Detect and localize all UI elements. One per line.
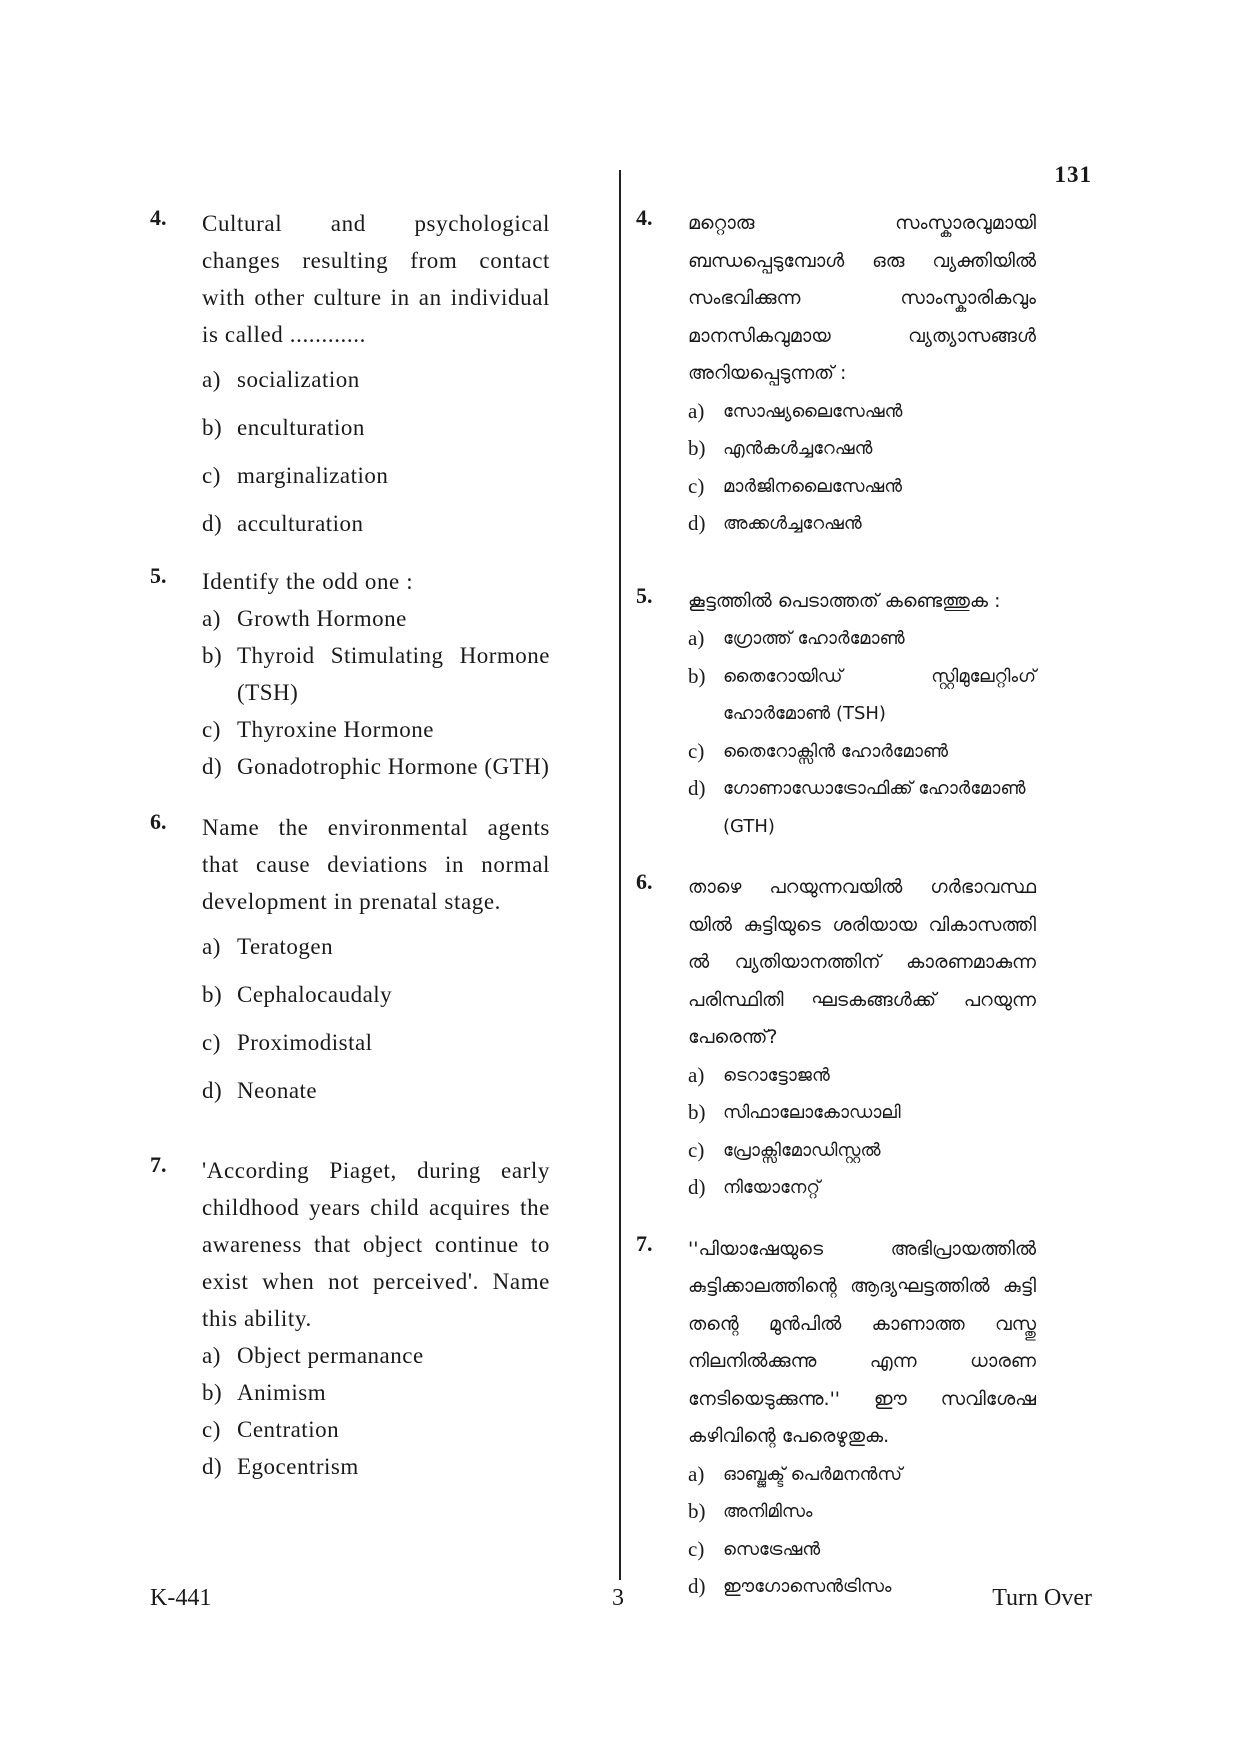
option-a (688, 393, 1036, 431)
option-c (688, 468, 1036, 506)
option-text: Gonadotrophic Hormone (GTH) (237, 754, 550, 779)
question-7-en (150, 1152, 550, 1485)
option-label: d) (688, 1175, 706, 1199)
option-label: b) (202, 643, 223, 668)
question-number: 4. (636, 205, 653, 230)
option-label: b) (688, 663, 706, 688)
option-text: Thyroid Stimulating Hormone (TSH) (237, 643, 550, 705)
option-b (688, 658, 1036, 733)
page-number: 3 (612, 1585, 624, 1611)
option-label: d) (202, 754, 223, 779)
option-b (202, 1374, 550, 1411)
option-c (202, 1030, 550, 1056)
option-label: a) (688, 1062, 705, 1087)
question-text: Cultural and psychological changes resulting from contact with other culture in an individual is called ............ (202, 211, 550, 347)
option-label: a) (688, 398, 705, 423)
paper-code: K-441 (150, 1585, 212, 1611)
option-a (202, 1337, 550, 1374)
question-number: 5. (150, 563, 167, 588)
option-label: b) (688, 1499, 706, 1523)
option-label: a) (688, 626, 705, 650)
option-c (202, 711, 550, 748)
option-text: നിയോനേറ്റ് (723, 1177, 820, 1198)
option-text: ടെറാട്ടോജൻ (723, 1064, 830, 1086)
option-b (202, 415, 550, 441)
option-text: പ്രോക്സിമോഡിസ്റ്റൽ (723, 1139, 881, 1161)
option-label: c) (202, 717, 221, 742)
option-d (688, 505, 1036, 543)
option-a (688, 1057, 1036, 1095)
option-label: c) (688, 1536, 705, 1561)
question-number: 7. (150, 1152, 167, 1177)
question-text: ''പിയാഷേയുടെ അഭിപ്രായത്തിൽ കുട്ടിക്കാലത്തിന്റെ ആദ്യഘട്ടത്തിൽ കുട്ടി തന്റെ മുൻപിൽ കാണാത്ത വസ്തു നിലനിൽക്കുന്നു എന്ന ധാരണ നേടിയെടുക്കുന്നു.'' ഈ സവിശേഷ കഴിവിന്റെ പേരെഴുതുക. (688, 1237, 1036, 1447)
option-text: Neonate (237, 1078, 318, 1103)
option-label: c) (202, 1417, 221, 1442)
option-text: marginalization (237, 463, 389, 488)
page-code: 131 (1054, 162, 1092, 187)
option-a (688, 620, 1036, 658)
option-text: socialization (237, 367, 360, 392)
option-d (688, 770, 1036, 845)
option-b (202, 982, 550, 1008)
question-5-ml (636, 583, 1036, 846)
option-text: ഗ്രോത്ത് ഹോർമോൺ (723, 628, 905, 649)
option-text: Proximodistal (237, 1030, 373, 1055)
question-text: Name the environmental agents that cause deviations in normal development in prenatal stage. (202, 815, 550, 914)
question-number: 6. (150, 809, 167, 834)
option-d (202, 1448, 550, 1485)
option-label: d) (688, 776, 706, 800)
option-c (202, 1411, 550, 1448)
question-7-ml (636, 1231, 1036, 1606)
question-text: 'According Piaget, during early childhood years child acquires the awareness that object continue to exist when not perceived'. Name this ability. (202, 1158, 550, 1331)
option-label: b) (688, 1100, 706, 1124)
option-label: d) (202, 1078, 223, 1103)
option-c (688, 733, 1036, 771)
option-text: Teratogen (237, 934, 334, 959)
option-a (202, 367, 550, 393)
english-column (150, 205, 550, 1485)
option-text: സെട്രേഷൻ (723, 1538, 821, 1560)
option-text: Object permanance (237, 1343, 424, 1368)
option-d (202, 1078, 550, 1104)
option-text: Centration (237, 1417, 340, 1442)
option-text: അക്കൾച്ചറേഷൻ (723, 513, 862, 534)
option-b (688, 1493, 1036, 1531)
option-label: c) (202, 463, 221, 488)
option-d (202, 748, 550, 785)
option-text: Animism (237, 1380, 327, 1405)
option-label: a) (202, 1343, 221, 1368)
option-label: c) (202, 1030, 221, 1055)
option-label: a) (202, 934, 221, 959)
option-text: acculturation (237, 511, 364, 536)
option-text: enculturation (237, 415, 365, 440)
option-label: a) (688, 1461, 705, 1486)
option-text: തൈറോക്സിൻ ഹോർമോൺ (723, 740, 949, 762)
option-text: Cephalocaudaly (237, 982, 393, 1007)
option-text: സിഫാലോകോഡാലി (723, 1102, 901, 1123)
option-c (688, 1132, 1036, 1170)
option-a (202, 934, 550, 960)
option-a (202, 600, 550, 637)
option-d (202, 511, 550, 537)
option-c (202, 463, 550, 489)
option-label: a) (202, 606, 221, 631)
option-label: d) (688, 511, 706, 535)
turn-over-note: Turn Over (992, 1585, 1092, 1611)
option-text: ഓബ്ജക്ട് പെർമനൻസ് (723, 1463, 903, 1485)
option-label: d) (202, 1454, 223, 1479)
option-text: ഗോണാഡോട്രോഫിക്ക് ഹോർമോൺ (GTH) (723, 778, 1026, 837)
option-b (202, 637, 550, 711)
option-label: c) (688, 473, 705, 498)
option-label: d) (688, 1574, 706, 1598)
option-label: a) (202, 367, 221, 392)
question-6-ml (636, 869, 1036, 1207)
option-text: തൈറോയിഡ് സ്റ്റിമുലേറ്റിംഗ് ഹോർമോൺ (TSH) (723, 665, 1036, 724)
option-label: c) (688, 1137, 705, 1162)
option-text: Egocentrism (237, 1454, 359, 1479)
column-divider (619, 170, 621, 1580)
option-text: മാർജിനലൈസേഷൻ (723, 475, 903, 497)
question-number: 5. (636, 582, 653, 608)
question-text: കൂട്ടത്തിൽ പെടാത്തത് കണ്ടെത്തുക : (688, 589, 1001, 612)
option-text: എൻകൾച്ചറേഷൻ (723, 438, 873, 459)
option-label: d) (202, 511, 223, 536)
question-4-en (150, 205, 550, 537)
question-text: താഴെ പറയുന്നവയിൽ ഗർഭാവസ്ഥ യിൽ കുട്ടിയുടെ ശരിയായ വികാസത്തി ൽ വ്യതിയാനത്തിന് കാരണമാകുന്ന പരിസ്ഥിതി ഘടകങ്ങൾക്ക് പറയുന്ന പേരെന്ത്? (688, 876, 1036, 1048)
option-text: ഈഗോസെൻട്രിസം (723, 1576, 892, 1597)
question-number: 6. (636, 869, 653, 894)
option-a (688, 1456, 1036, 1494)
option-text: Thyroxine Hormone (237, 717, 434, 742)
question-number: 4. (150, 205, 167, 230)
option-text: സോഷ്യലൈസേഷൻ (723, 400, 903, 422)
option-text: Growth Hormone (237, 606, 407, 631)
malayalam-column (636, 205, 1036, 1606)
question-5-en (150, 563, 550, 785)
option-b (688, 1094, 1036, 1132)
question-text: മറ്റൊരു സംസ്കാരവുമായി ബന്ധപ്പെടുമ്പോൾ ഒരു വ്യക്തിയിൽ സംഭവിക്കുന്ന സാംസ്കാരികവും മാനസികവുമായ വ്യത്യാസങ്ങൾ അറിയപ്പെടുന്നത് : (688, 212, 1036, 384)
option-label: c) (688, 738, 705, 763)
option-b (688, 430, 1036, 468)
option-label: b) (202, 415, 223, 440)
option-label: b) (202, 1380, 223, 1405)
option-d (688, 1169, 1036, 1207)
option-label: b) (202, 982, 223, 1007)
question-text: Identify the odd one : (202, 569, 414, 594)
question-6-en (150, 809, 550, 1104)
option-d (688, 1568, 1036, 1606)
option-text: അനിമിസം (723, 1501, 813, 1522)
question-number: 7. (636, 1230, 653, 1256)
option-label: b) (688, 436, 706, 460)
option-c (688, 1531, 1036, 1569)
question-4-ml (636, 205, 1036, 543)
